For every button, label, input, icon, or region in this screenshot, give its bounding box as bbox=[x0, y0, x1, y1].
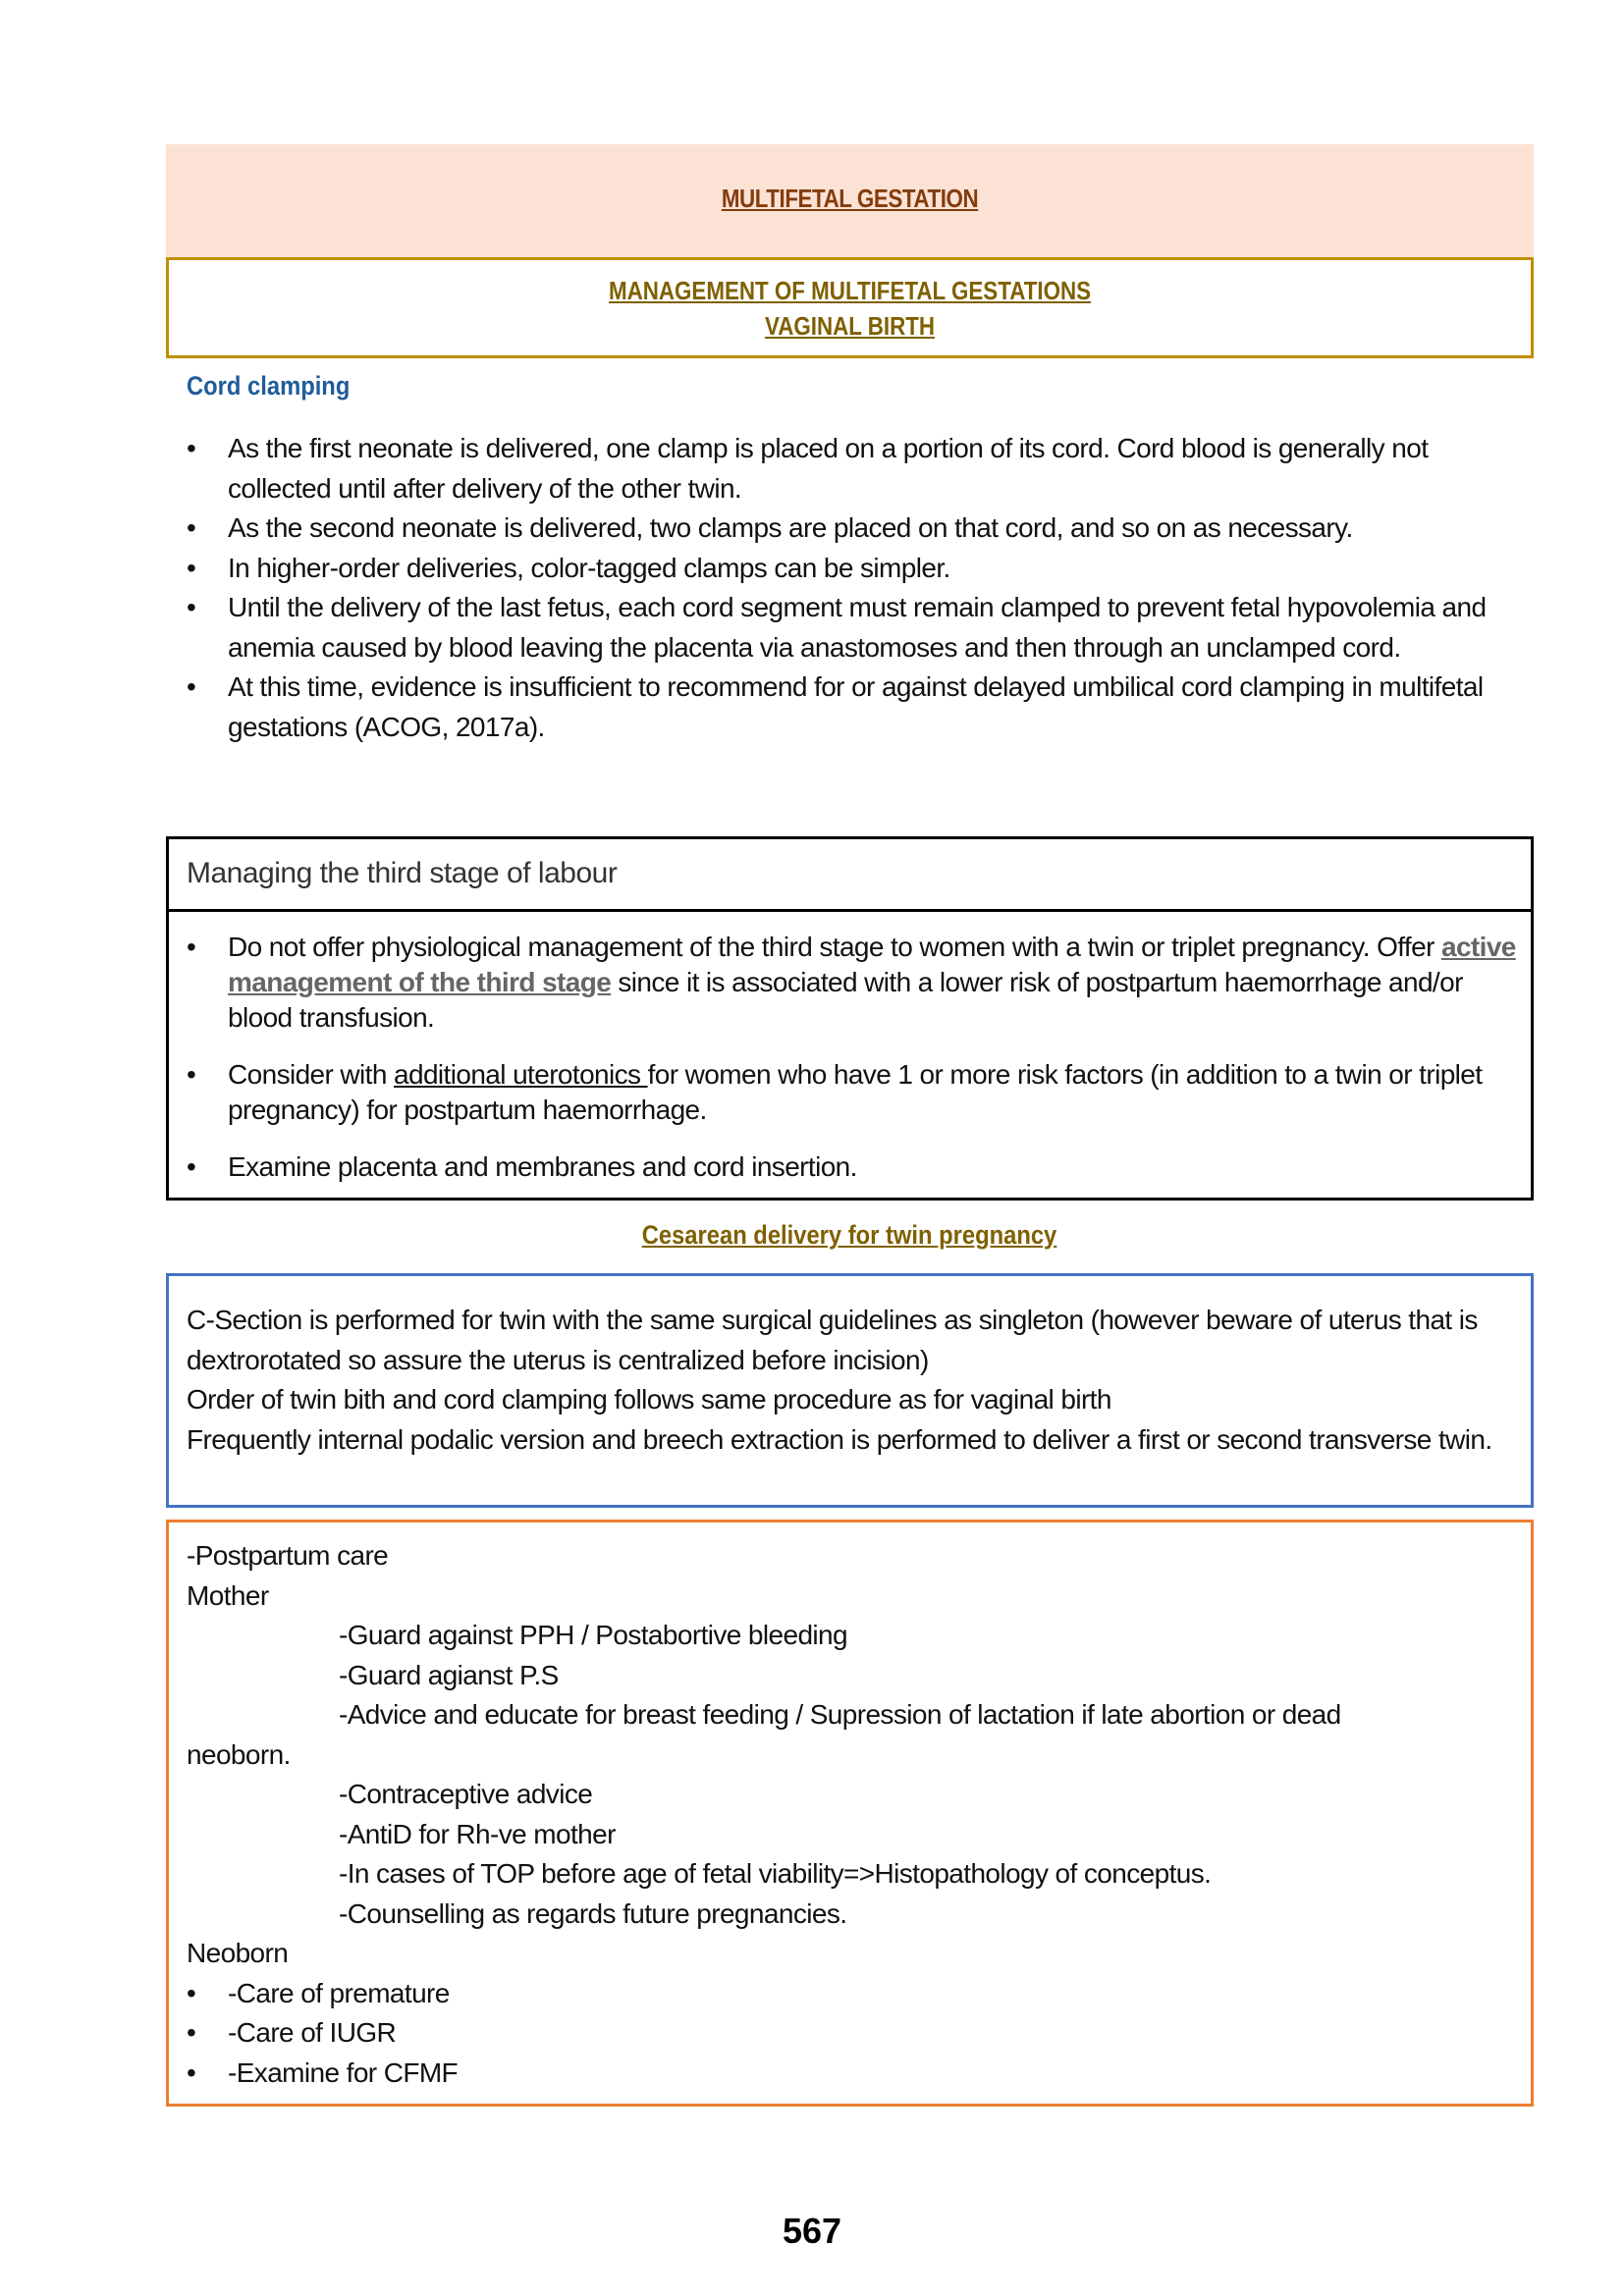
list-item bbox=[187, 930, 1522, 1036]
section-title bbox=[264, 273, 1435, 344]
cord-clamping-heading: Cord clamping bbox=[187, 371, 351, 400]
paragraph: Order of twin bith and cord clamping follows same procedure as for vaginal birth bbox=[187, 1384, 1111, 1415]
text: for women who have 1 or more risk factors (in addition to a twin or triplet pregnancy) for postpartum haemorrhage. bbox=[228, 1059, 1483, 1125]
mother-item: -Guard against PPH / Postabortive bleeding bbox=[339, 1620, 847, 1650]
list-item: • -Examine for CFMF bbox=[187, 2054, 1522, 2094]
mother-item: -Guard agianst P.S bbox=[339, 1659, 559, 1690]
third-stage-heading: Managing the third stage of labour bbox=[187, 857, 618, 889]
section-title-box bbox=[166, 257, 1534, 358]
neoborn-list bbox=[187, 1974, 1522, 2094]
text: Do not offer physiological management of the third stage to women with a twin or triplet pregnancy. Offer bbox=[228, 932, 1441, 962]
section-title-line2: VAGINAL BIRTH bbox=[764, 311, 936, 341]
active-management-link[interactable]: active management of the third stage bbox=[228, 932, 1516, 997]
text: since it is associated with a lower risk of postpartum haemorrhage and/or blood transfusion. bbox=[228, 967, 1463, 1033]
additional-uterotonics-link[interactable]: additional uterotonics bbox=[394, 1059, 648, 1090]
postpartum-heading: -Postpartum care bbox=[187, 1540, 389, 1571]
list-item: • Examine placenta and membranes and cord insertion. bbox=[187, 1149, 1522, 1185]
list-item: • As the second neonate is delivered, two clamps are placed on that cord, and so on as necessary. bbox=[187, 508, 1522, 549]
mother-item: -AntiD for Rh-ve mother bbox=[339, 1818, 616, 1849]
cesarean-box bbox=[166, 1273, 1534, 1508]
page-number: 567 bbox=[782, 2211, 842, 2251]
mother-item: -Advice and educate for breast feeding / Supression of lactation if late abortion or dead bbox=[339, 1699, 1341, 1730]
third-stage-header bbox=[169, 839, 1531, 912]
mother-item: -In cases of TOP before age of fetal viability=>Histopathology of conceptus. bbox=[339, 1858, 1212, 1889]
paragraph: Frequently internal podalic version and breech extraction is performed to deliver a first or second transverse twin. bbox=[187, 1423, 1492, 1455]
mother-item: -Contraceptive advice bbox=[339, 1779, 593, 1809]
neoborn-label: Neoborn bbox=[187, 1938, 289, 1968]
third-stage-list bbox=[187, 930, 1522, 1206]
list-item: • In higher-order deliveries, color-tagged clamps can be simpler. bbox=[187, 549, 1522, 589]
list-item: • At this time, evidence is insufficient to recommend for or against delayed umbilical cord clamping in multifetal gestations (ACOG, 2017a). bbox=[187, 667, 1522, 747]
chapter-header bbox=[166, 144, 1534, 257]
list-item bbox=[187, 1057, 1522, 1128]
mother-label: Mother bbox=[187, 1579, 269, 1611]
third-stage-box bbox=[166, 836, 1534, 1201]
list-item: • Until the delivery of the last fetus, each cord segment must remain clamped to prevent fetal hypovolemia and anemia caused by blood leaving the placenta via anastomoses and then through an unclamped cord. bbox=[187, 588, 1522, 667]
chapter-title: MULTIFETAL GESTATION bbox=[721, 184, 979, 213]
text: Consider with bbox=[228, 1059, 395, 1090]
cesarean-heading: Cesarean delivery for twin pregnancy bbox=[641, 1220, 1057, 1250]
cord-clamping-list bbox=[187, 429, 1522, 747]
paragraph: C-Section is performed for twin with the same surgical guidelines as singleton (however beware of uterus that is dextrorotated so assure the uterus is centralized before incision) bbox=[187, 1305, 1478, 1375]
list-item: • -Care of premature bbox=[187, 1974, 1522, 2014]
cesarean-text bbox=[187, 1301, 1522, 1460]
list-item: • As the first neonate is delivered, one clamp is placed on a portion of its cord. Cord blood is generally not collected until after delivery of the other twin. bbox=[187, 429, 1522, 508]
postpartum-content bbox=[187, 1536, 1522, 2093]
mother-item-wrap: neoborn. bbox=[187, 1738, 291, 1770]
section-title-line1: MANAGEMENT OF MULTIFETAL GESTATIONS bbox=[608, 276, 1092, 305]
mother-item: -Counselling as regards future pregnancies. bbox=[339, 1897, 847, 1929]
postpartum-box bbox=[166, 1520, 1534, 2107]
list-item: • -Care of IUGR bbox=[187, 2013, 1522, 2054]
